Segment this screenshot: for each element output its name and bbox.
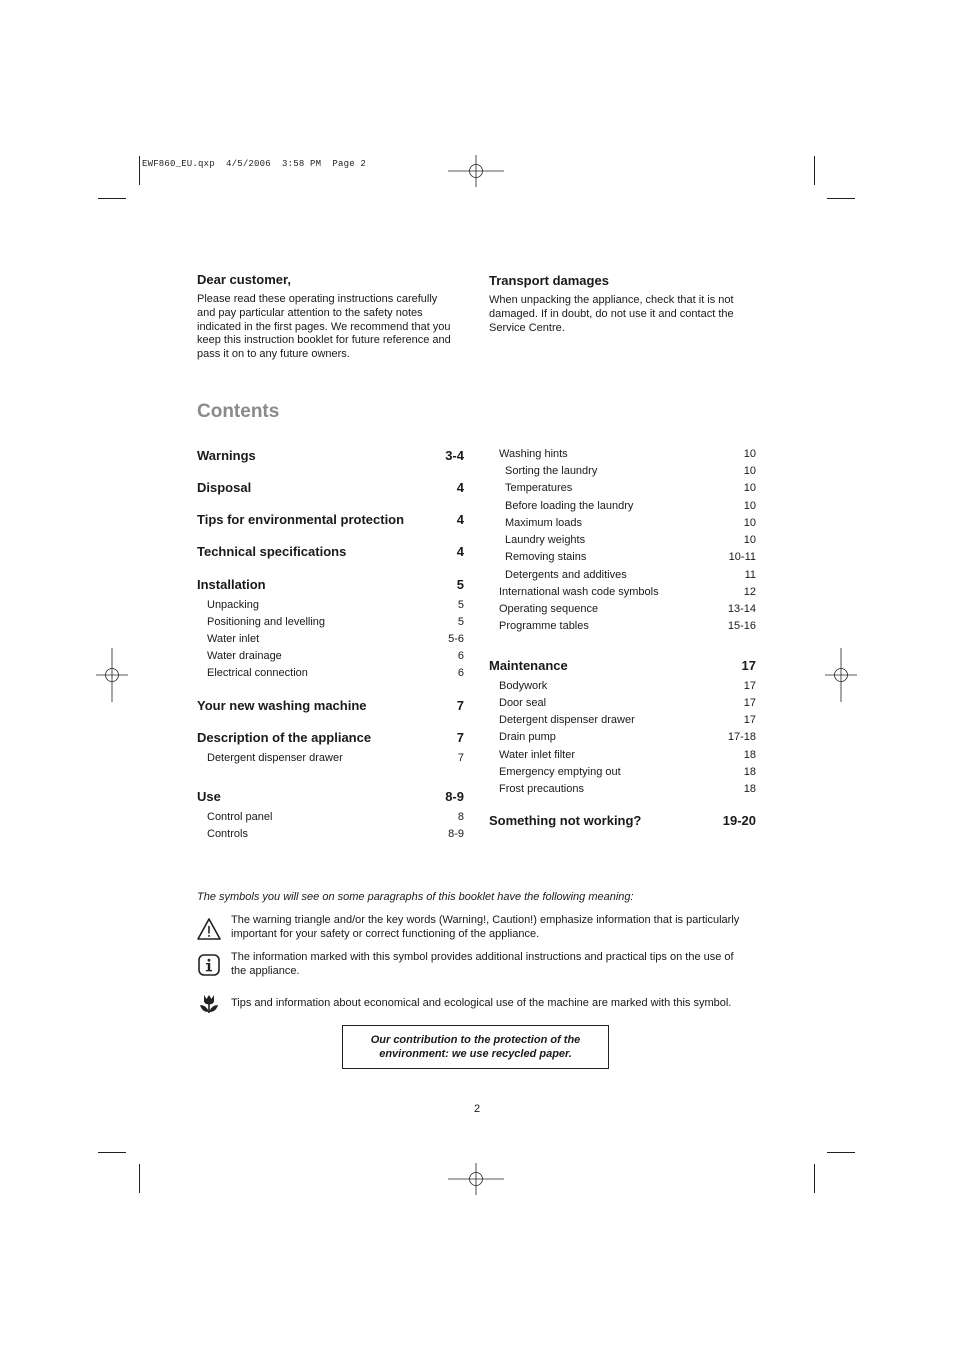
toc-left-column — [197, 0, 464, 1350]
warning-description: The warning triangle and/or the key words (Warning!, Caution!) emphasize information that is particularly important for your safety or correct functioning of the appliance. — [231, 914, 740, 940]
toc-entry[interactable]: Maintenance 17 — [489, 658, 756, 673]
transport-damages-text: When unpacking the appliance, check that it is not damaged. If in doubt, do not use it and contact the Service Centre. — [489, 294, 734, 334]
eco-description: Tips and information about economical and ecological use of the machine are marked with this symbol. — [231, 997, 732, 1009]
toc-subentry[interactable]: Drain pump 17-18 — [499, 731, 756, 743]
toc-subentry[interactable]: Removing stains 10-11 — [505, 551, 756, 563]
toc-subentry[interactable]: Programme tables 15-16 — [499, 620, 756, 632]
registration-mark-left — [96, 646, 128, 704]
toc-subentry[interactable]: Detergent dispenser drawer 17 — [499, 714, 756, 726]
printer-slug: EWF860_EU.qxp 4/5/2006 3:58 PM Page 2 — [142, 159, 367, 169]
toc-entry[interactable]: Technical specifications 4 — [197, 544, 464, 559]
toc-subentry[interactable]: Detergents and additives 11 — [505, 569, 756, 581]
toc-entry[interactable]: Warnings 3-4 — [197, 448, 464, 463]
toc-subentry[interactable]: Controls 8-9 — [207, 828, 464, 840]
contents-title: Contents — [197, 401, 280, 422]
page-number: 2 — [473, 1103, 481, 1115]
registration-mark-right — [825, 646, 857, 704]
toc-entry[interactable]: Installation 5 — [197, 577, 464, 592]
info-icon — [197, 953, 221, 977]
toc-entry[interactable]: Description of the appliance 7 — [197, 730, 464, 745]
toc-subentry[interactable]: International wash code symbols 12 — [499, 586, 756, 598]
toc-subentry[interactable]: Electrical connection 6 — [207, 667, 464, 679]
toc-subentry[interactable]: Detergent dispenser drawer 7 — [207, 752, 464, 764]
toc-entry[interactable]: Something not working? 19-20 — [489, 813, 756, 828]
symbol-info-row — [197, 951, 757, 981]
toc-subentry[interactable]: Unpacking 5 — [207, 599, 464, 611]
toc-subentry[interactable]: Operating sequence 13-14 — [499, 603, 756, 615]
toc-entry[interactable]: Your new washing machine 7 — [197, 698, 464, 713]
toc-subentry[interactable]: Bodywork 17 — [499, 680, 756, 692]
dear-customer-text: Please read these operating instructions carefully and pay particular attention to the safety notes indicated in the first pages. We recommend that you keep this instruction booklet for future reference and pass it on to any future owners. — [197, 293, 451, 361]
eco-flower-icon — [197, 992, 221, 1016]
dear-customer-title: Dear customer, — [197, 272, 291, 287]
symbols-intro: The symbols you will see on some paragraphs of this booklet have the following meaning: — [197, 891, 634, 903]
toc-subentry[interactable]: Temperatures 10 — [505, 482, 756, 494]
toc-subentry[interactable]: Before loading the laundry 10 — [505, 500, 756, 512]
toc-subentry[interactable]: Washing hints 10 — [499, 448, 756, 460]
toc-entry[interactable]: Disposal 4 — [197, 480, 464, 495]
transport-damages-title: Transport damages — [489, 273, 609, 288]
symbol-eco-row — [197, 992, 757, 1018]
toc-subentry[interactable]: Water drainage 6 — [207, 650, 464, 662]
toc-subentry[interactable]: Door seal 17 — [499, 697, 756, 709]
toc-entry[interactable]: Use 8-9 — [197, 789, 464, 804]
toc-subentry[interactable]: Maximum loads 10 — [505, 517, 756, 529]
toc-subentry[interactable]: Water inlet filter 18 — [499, 749, 756, 761]
toc-right-column — [489, 0, 756, 1350]
toc-entry[interactable]: Tips for environmental protection 4 — [197, 512, 464, 527]
symbol-warning-row — [197, 914, 757, 944]
toc-subentry[interactable]: Laundry weights 10 — [505, 534, 756, 546]
warning-triangle-icon — [197, 917, 221, 941]
recycled-paper-notice: Our contribution to the protection of the environment: we use recycled paper. — [342, 1025, 609, 1069]
toc-subentry[interactable]: Control panel 8 — [207, 811, 464, 823]
toc-subentry[interactable]: Emergency emptying out 18 — [499, 766, 756, 778]
info-description: The information marked with this symbol provides additional instructions and practical tips on the use of the appliance. — [231, 951, 734, 977]
toc-subentry[interactable]: Water inlet 5-6 — [207, 633, 464, 645]
toc-subentry[interactable]: Sorting the laundry 10 — [505, 465, 756, 477]
toc-subentry[interactable]: Frost precautions 18 — [499, 783, 756, 795]
toc-subentry[interactable]: Positioning and levelling 5 — [207, 616, 464, 628]
